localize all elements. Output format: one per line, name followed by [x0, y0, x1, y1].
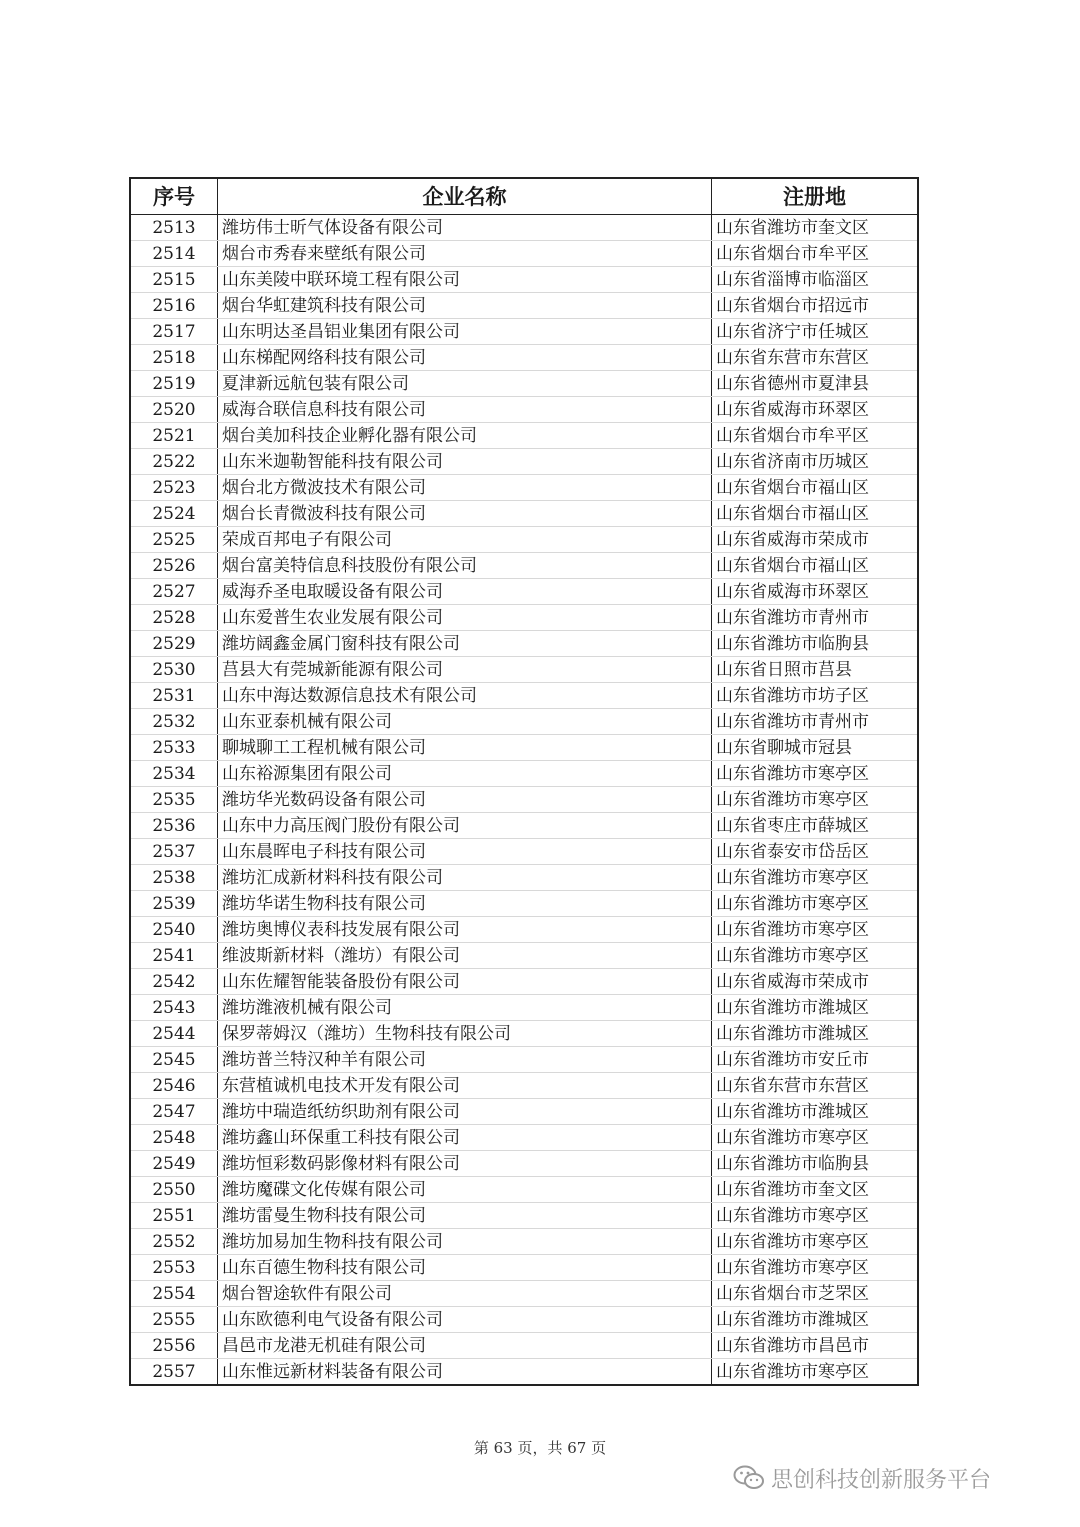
- table-row: [130, 839, 918, 865]
- row-registration-place: 山东省潍坊市寒亭区: [712, 917, 919, 943]
- row-registration-place: 山东省潍坊市寒亭区: [712, 1125, 919, 1151]
- table-row: [130, 787, 918, 813]
- row-registration-place: 山东省潍坊市寒亭区: [712, 1359, 919, 1386]
- row-index: 2545: [130, 1047, 218, 1073]
- row-company-name: 烟台长青微波科技有限公司: [218, 501, 712, 527]
- row-company-name: 烟台智途软件有限公司: [218, 1281, 712, 1307]
- row-index: 2549: [130, 1151, 218, 1177]
- row-index: 2547: [130, 1099, 218, 1125]
- row-company-name: 潍坊加易加生物科技有限公司: [218, 1229, 712, 1255]
- row-registration-place: 山东省威海市荣成市: [712, 969, 919, 995]
- row-index: 2516: [130, 293, 218, 319]
- row-company-name: 潍坊鑫山环保重工科技有限公司: [218, 1125, 712, 1151]
- table-row: [130, 293, 918, 319]
- row-company-name: 潍坊恒彩数码影像材料有限公司: [218, 1151, 712, 1177]
- table-row: [130, 553, 918, 579]
- row-registration-place: 山东省潍坊市昌邑市: [712, 1333, 919, 1359]
- row-company-name: 昌邑市龙港无机硅有限公司: [218, 1333, 712, 1359]
- row-registration-place: 山东省威海市环翠区: [712, 579, 919, 605]
- table-row: [130, 527, 918, 553]
- watermark: [733, 1462, 991, 1494]
- row-index: 2552: [130, 1229, 218, 1255]
- table-row: [130, 1125, 918, 1151]
- table-row: [130, 449, 918, 475]
- table-row: [130, 735, 918, 761]
- table-row: [130, 397, 918, 423]
- row-registration-place: 山东省潍坊市寒亭区: [712, 891, 919, 917]
- row-company-name: 潍坊雷曼生物科技有限公司: [218, 1203, 712, 1229]
- row-registration-place: 山东省潍坊市奎文区: [712, 1177, 919, 1203]
- row-index: 2551: [130, 1203, 218, 1229]
- table-row: [130, 1177, 918, 1203]
- row-index: 2544: [130, 1021, 218, 1047]
- row-index: 2514: [130, 241, 218, 267]
- table-row: [130, 1281, 918, 1307]
- row-company-name: 烟台市秀春来壁纸有限公司: [218, 241, 712, 267]
- table-row: [130, 969, 918, 995]
- row-company-name: 山东晨晖电子科技有限公司: [218, 839, 712, 865]
- row-index: 2548: [130, 1125, 218, 1151]
- row-index: 2522: [130, 449, 218, 475]
- row-company-name: 保罗蒂姆汉（潍坊）生物科技有限公司: [218, 1021, 712, 1047]
- table-row: [130, 371, 918, 397]
- company-table: [129, 177, 919, 1386]
- row-index: 2520: [130, 397, 218, 423]
- row-company-name: 潍坊潍液机械有限公司: [218, 995, 712, 1021]
- row-index: 2515: [130, 267, 218, 293]
- row-company-name: 潍坊阔鑫金属门窗科技有限公司: [218, 631, 712, 657]
- row-index: 2527: [130, 579, 218, 605]
- row-company-name: 山东中海达数源信息技术有限公司: [218, 683, 712, 709]
- row-index: 2531: [130, 683, 218, 709]
- wechat-icon: [733, 1465, 765, 1491]
- table-row: [130, 917, 918, 943]
- row-index: 2518: [130, 345, 218, 371]
- row-index: 2534: [130, 761, 218, 787]
- row-registration-place: 山东省淄博市临淄区: [712, 267, 919, 293]
- row-company-name: 烟台美加科技企业孵化器有限公司: [218, 423, 712, 449]
- row-company-name: 山东梯配网络科技有限公司: [218, 345, 712, 371]
- company-table-container: [129, 177, 919, 1386]
- row-registration-place: 山东省潍坊市奎文区: [712, 215, 919, 241]
- row-index: 2542: [130, 969, 218, 995]
- row-index: 2556: [130, 1333, 218, 1359]
- row-registration-place: 山东省德州市夏津县: [712, 371, 919, 397]
- row-registration-place: 山东省潍坊市坊子区: [712, 683, 919, 709]
- row-company-name: 潍坊华光数码设备有限公司: [218, 787, 712, 813]
- table-header-row: [130, 178, 918, 215]
- table-body: [130, 215, 918, 1386]
- header-registration-place: 注册地: [712, 178, 919, 215]
- row-company-name: 潍坊奥博仪表科技发展有限公司: [218, 917, 712, 943]
- row-company-name: 潍坊普兰特汉种羊有限公司: [218, 1047, 712, 1073]
- row-index: 2513: [130, 215, 218, 241]
- table-row: [130, 761, 918, 787]
- row-registration-place: 山东省东营市东营区: [712, 1073, 919, 1099]
- row-company-name: 山东亚泰机械有限公司: [218, 709, 712, 735]
- row-index: 2525: [130, 527, 218, 553]
- row-company-name: 荣成百邦电子有限公司: [218, 527, 712, 553]
- page-footer: 第 63 页，共 67 页: [473, 1439, 607, 1457]
- row-index: 2550: [130, 1177, 218, 1203]
- table-row: [130, 683, 918, 709]
- header-company-name: 企业名称: [218, 178, 712, 215]
- table-row: [130, 1151, 918, 1177]
- table-row: [130, 943, 918, 969]
- row-registration-place: 山东省潍坊市寒亭区: [712, 943, 919, 969]
- header-index: 序号: [130, 178, 218, 215]
- table-row: [130, 709, 918, 735]
- watermark-text: 思创科技创新服务平台: [771, 1467, 992, 1493]
- row-company-name: 山东米迦勒智能科技有限公司: [218, 449, 712, 475]
- row-registration-place: 山东省聊城市冠县: [712, 735, 919, 761]
- row-registration-place: 山东省烟台市福山区: [712, 501, 919, 527]
- row-registration-place: 山东省日照市莒县: [712, 657, 919, 683]
- row-index: 2528: [130, 605, 218, 631]
- row-registration-place: 山东省潍坊市寒亭区: [712, 1255, 919, 1281]
- row-company-name: 烟台华虹建筑科技有限公司: [218, 293, 712, 319]
- row-index: 2537: [130, 839, 218, 865]
- table-row: [130, 241, 918, 267]
- row-registration-place: 山东省威海市环翠区: [712, 397, 919, 423]
- row-index: 2557: [130, 1359, 218, 1386]
- table-row: [130, 1203, 918, 1229]
- table-row: [130, 1073, 918, 1099]
- row-index: 2530: [130, 657, 218, 683]
- table-row: [130, 631, 918, 657]
- table-row: [130, 1099, 918, 1125]
- row-index: 2529: [130, 631, 218, 657]
- table-row: [130, 813, 918, 839]
- row-registration-place: 山东省潍坊市寒亭区: [712, 1229, 919, 1255]
- row-company-name: 夏津新远航包装有限公司: [218, 371, 712, 397]
- table-row: [130, 865, 918, 891]
- row-company-name: 维波斯新材料（潍坊）有限公司: [218, 943, 712, 969]
- table-row: [130, 423, 918, 449]
- row-index: 2521: [130, 423, 218, 449]
- row-registration-place: 山东省泰安市岱岳区: [712, 839, 919, 865]
- row-index: 2519: [130, 371, 218, 397]
- row-company-name: 山东中力高压阀门股份有限公司: [218, 813, 712, 839]
- row-registration-place: 山东省烟台市牟平区: [712, 423, 919, 449]
- row-company-name: 潍坊华诺生物科技有限公司: [218, 891, 712, 917]
- row-index: 2524: [130, 501, 218, 527]
- row-registration-place: 山东省烟台市牟平区: [712, 241, 919, 267]
- row-index: 2538: [130, 865, 218, 891]
- table-row: [130, 501, 918, 527]
- row-registration-place: 山东省潍坊市寒亭区: [712, 1203, 919, 1229]
- row-index: 2517: [130, 319, 218, 345]
- row-registration-place: 山东省潍坊市寒亭区: [712, 865, 919, 891]
- table-row: [130, 345, 918, 371]
- row-registration-place: 山东省潍坊市青州市: [712, 605, 919, 631]
- row-registration-place: 山东省济宁市任城区: [712, 319, 919, 345]
- table-row: [130, 1255, 918, 1281]
- table-row: [130, 1047, 918, 1073]
- row-company-name: 威海乔圣电取暖设备有限公司: [218, 579, 712, 605]
- row-registration-place: 山东省烟台市福山区: [712, 475, 919, 501]
- row-registration-place: 山东省潍坊市潍城区: [712, 995, 919, 1021]
- row-company-name: 山东欧德利电气设备有限公司: [218, 1307, 712, 1333]
- table-row: [130, 267, 918, 293]
- table-row: [130, 1021, 918, 1047]
- row-index: 2546: [130, 1073, 218, 1099]
- table-row: [130, 657, 918, 683]
- row-index: 2526: [130, 553, 218, 579]
- row-company-name: 潍坊魔碟文化传媒有限公司: [218, 1177, 712, 1203]
- row-company-name: 山东佐耀智能装备股份有限公司: [218, 969, 712, 995]
- row-registration-place: 山东省枣庄市薛城区: [712, 813, 919, 839]
- row-company-name: 山东百德生物科技有限公司: [218, 1255, 712, 1281]
- row-index: 2533: [130, 735, 218, 761]
- row-registration-place: 山东省东营市东营区: [712, 345, 919, 371]
- row-company-name: 潍坊中瑞造纸纺织助剂有限公司: [218, 1099, 712, 1125]
- table-row: [130, 1359, 918, 1386]
- table-row: [130, 319, 918, 345]
- row-company-name: 山东明达圣昌铝业集团有限公司: [218, 319, 712, 345]
- row-index: 2535: [130, 787, 218, 813]
- row-company-name: 东营植诚机电技术开发有限公司: [218, 1073, 712, 1099]
- row-registration-place: 山东省威海市荣成市: [712, 527, 919, 553]
- row-company-name: 聊城聊工工程机械有限公司: [218, 735, 712, 761]
- row-registration-place: 山东省潍坊市寒亭区: [712, 787, 919, 813]
- table-row: [130, 605, 918, 631]
- row-index: 2523: [130, 475, 218, 501]
- row-registration-place: 山东省烟台市福山区: [712, 553, 919, 579]
- row-company-name: 山东裕源集团有限公司: [218, 761, 712, 787]
- row-index: 2541: [130, 943, 218, 969]
- row-registration-place: 山东省潍坊市寒亭区: [712, 761, 919, 787]
- row-index: 2555: [130, 1307, 218, 1333]
- row-registration-place: 山东省潍坊市潍城区: [712, 1021, 919, 1047]
- row-registration-place: 山东省潍坊市临朐县: [712, 1151, 919, 1177]
- row-registration-place: 山东省潍坊市安丘市: [712, 1047, 919, 1073]
- table-row: [130, 891, 918, 917]
- row-index: 2543: [130, 995, 218, 1021]
- row-registration-place: 山东省烟台市芝罘区: [712, 1281, 919, 1307]
- table-row: [130, 1229, 918, 1255]
- row-company-name: 烟台富美特信息科技股份有限公司: [218, 553, 712, 579]
- row-registration-place: 山东省潍坊市潍城区: [712, 1099, 919, 1125]
- row-company-name: 烟台北方微波技术有限公司: [218, 475, 712, 501]
- row-company-name: 潍坊伟士昕气体设备有限公司: [218, 215, 712, 241]
- row-company-name: 潍坊汇成新材料科技有限公司: [218, 865, 712, 891]
- table-row: [130, 215, 918, 241]
- row-registration-place: 山东省潍坊市临朐县: [712, 631, 919, 657]
- row-registration-place: 山东省烟台市招远市: [712, 293, 919, 319]
- row-company-name: 威海合联信息科技有限公司: [218, 397, 712, 423]
- row-company-name: 山东美陵中联环境工程有限公司: [218, 267, 712, 293]
- row-registration-place: 山东省潍坊市潍城区: [712, 1307, 919, 1333]
- row-index: 2540: [130, 917, 218, 943]
- row-index: 2554: [130, 1281, 218, 1307]
- row-index: 2539: [130, 891, 218, 917]
- row-index: 2536: [130, 813, 218, 839]
- row-company-name: 山东爱普生农业发展有限公司: [218, 605, 712, 631]
- table-row: [130, 1333, 918, 1359]
- row-registration-place: 山东省潍坊市青州市: [712, 709, 919, 735]
- table-row: [130, 475, 918, 501]
- table-row: [130, 579, 918, 605]
- row-registration-place: 山东省济南市历城区: [712, 449, 919, 475]
- table-row: [130, 1307, 918, 1333]
- row-index: 2532: [130, 709, 218, 735]
- row-company-name: 山东惟远新材料装备有限公司: [218, 1359, 712, 1386]
- row-company-name: 莒县大有莞城新能源有限公司: [218, 657, 712, 683]
- table-row: [130, 995, 918, 1021]
- row-index: 2553: [130, 1255, 218, 1281]
